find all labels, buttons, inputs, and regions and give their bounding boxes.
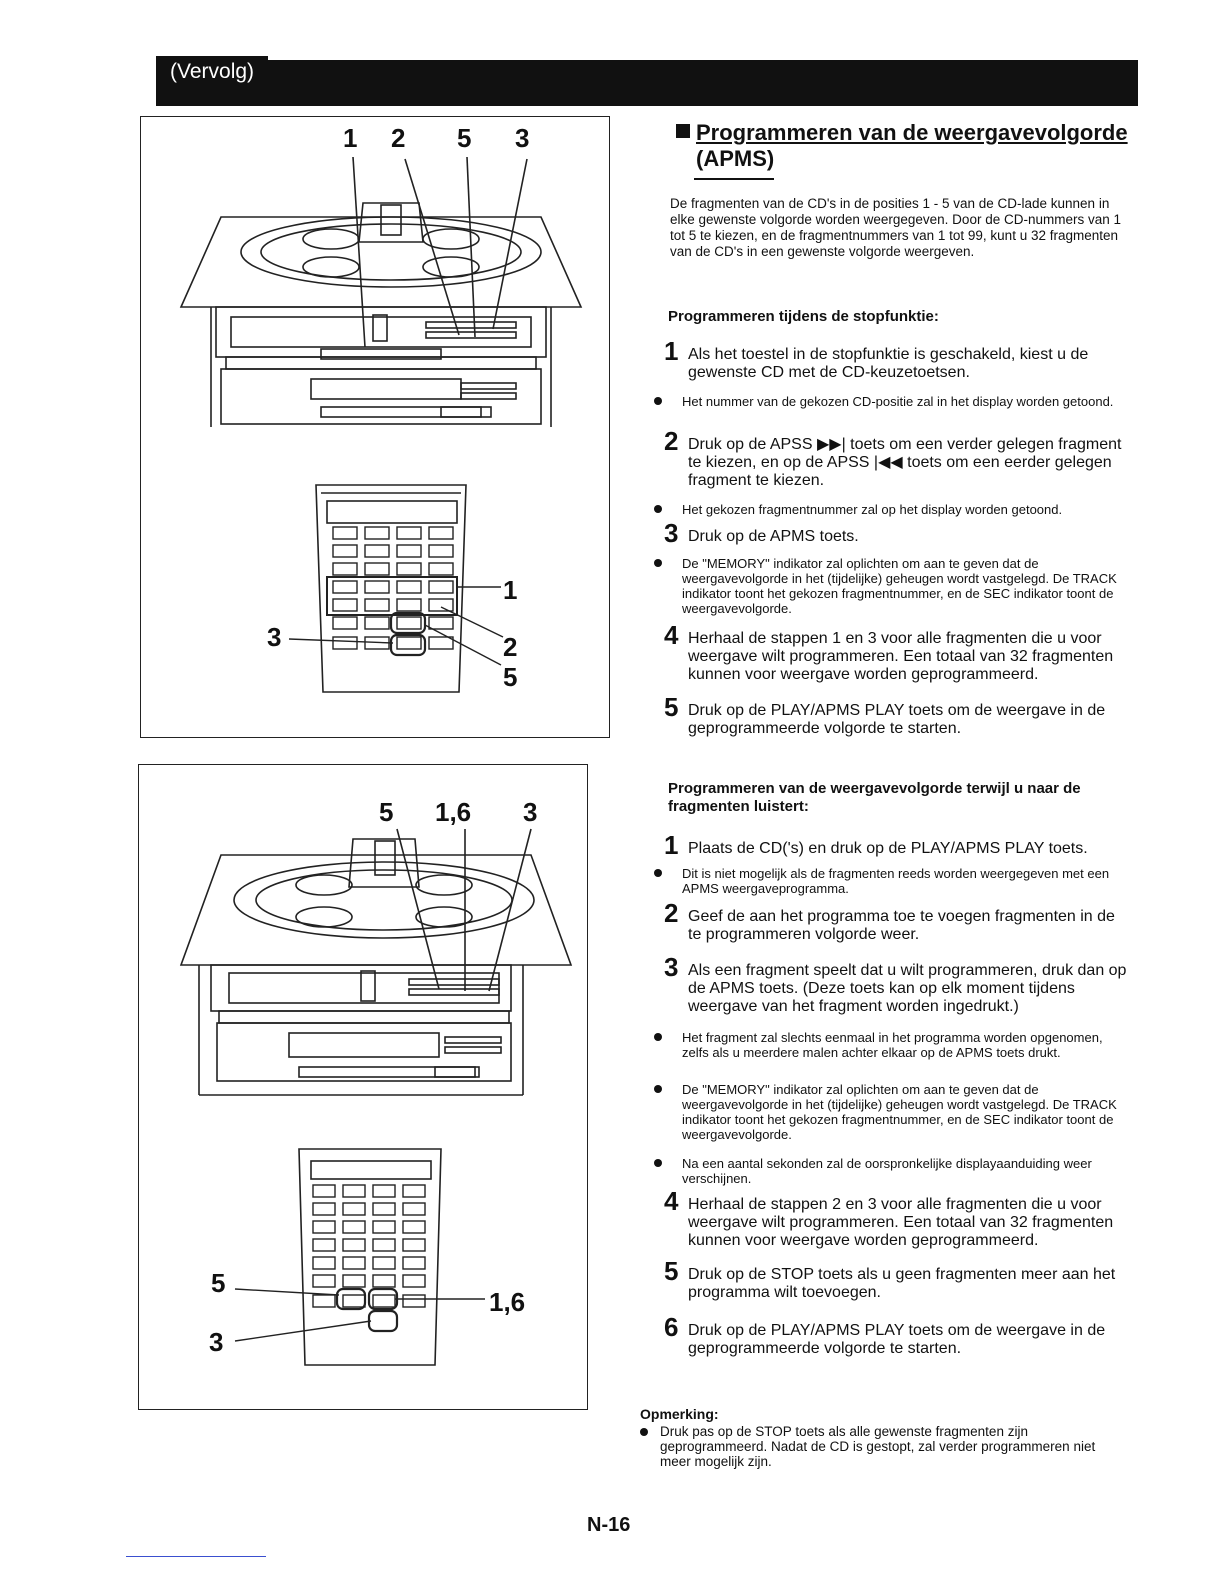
part2-step-5: 5 Druk op de STOP toets als u geen fragmenten meer aan het programma wilt toevoegen. — [664, 1256, 1116, 1301]
figure-2 — [138, 764, 588, 1410]
intro-paragraph: De fragmenten van de CD's in de posities 1 - 5 van de CD-lade kunnen in elke gewenste volgorde worden weergegeven. Door de CD-nummers van 1 tot 5 te kiezen, en de fragmentnummers van 1 tot 99, kunt u 32 fragmenten van de CD's in een gewenste volgorde weergeven. — [670, 196, 1121, 259]
part1-step-3: 3 Druk op de APMS toets. — [664, 518, 859, 548]
bullet-icon — [654, 1033, 662, 1041]
part1-step-4: 4 Herhaal de stappen 1 en 3 voor alle fragmenten die u voor weergave wilt programmeren. Een totaal van 32 fragmenten kunnen voor weergave worden geprogrammeerd. — [664, 620, 1114, 683]
bullet-icon — [654, 505, 662, 513]
fig1-callout-left: 3 — [267, 622, 282, 652]
part1-bullet-2: Het gekozen fragmentnummer zal op het display worden getoond. — [654, 502, 1130, 517]
part2-step-2: 2 Geef de aan het programma toe te voegen fragmenten in de te programmeren volgorde weer. — [664, 898, 1115, 943]
fig2-callout-left-1: 5 — [211, 1268, 226, 1298]
fig2-callout-top-2: 1,6 — [435, 797, 472, 827]
part1-step-5: 5 Druk op de PLAY/APMS PLAY toets om de weergave in de geprogrammeerde volgorde te starten. — [664, 692, 1106, 737]
footer-rule — [126, 1556, 266, 1557]
part2-bullet-3: De "MEMORY" indikator zal oplichten om aan te geven dat de weergavevolgorde in het (tijdelijke) geheugen wordt vastgelegd. De TRACK indikator toont het gekozen fragmentnummer, en de SEC indikator toont de weergavevolgorde. — [654, 1082, 1130, 1142]
header-bar — [156, 60, 1138, 106]
fig2-callout-right: 1,6 — [489, 1287, 526, 1317]
part2-step-3: 3 Als een fragment speelt dat u wilt programmeren, druk dan op de APMS toets. (Deze toets kan op elk moment tijdens weergave van het fragment worden ingedrukt.) — [664, 952, 1127, 1015]
figure-1-drawing — [141, 117, 609, 737]
bullet-icon — [654, 1085, 662, 1093]
bullet-icon — [640, 1428, 648, 1436]
part1-bullet-1: Het nummer van de gekozen CD-positie zal in het display worden getoond. — [654, 394, 1130, 409]
bullet-icon — [654, 1159, 662, 1167]
part1-heading: Programmeren tijdens de stopfunktie: — [668, 308, 939, 325]
header-tab: (Vervolg) — [156, 56, 268, 88]
fig1-callout-top-1: 1 — [343, 123, 358, 153]
fig1-callout-top-4: 3 — [515, 123, 530, 153]
fig2-callout-top-1: 5 — [379, 797, 394, 827]
part2-bullet-2: Het fragment zal slechts eenmaal in het programma worden opgenomen, zelfs als u meerdere malen achter elkaar op de APMS toets drukt. — [654, 1030, 1130, 1060]
fig1-callout-top-3: 5 — [457, 123, 472, 153]
title-line-1: Programmeren van de weergavevolgorde — [696, 120, 1128, 145]
fig2-callout-top-3: 3 — [523, 797, 538, 827]
part2-step-4: 4 Herhaal de stappen 2 en 3 voor alle fragmenten die u voor weergave wilt programmeren. Een totaal van 32 fragmenten kunnen voor weergave worden geprogrammeerd. — [664, 1186, 1114, 1249]
figure-1 — [140, 116, 610, 738]
note-title: Opmerking: — [640, 1406, 719, 1422]
fig1-callout-remote-1: 1 — [503, 575, 518, 605]
fig1-callout-remote-3: 5 — [503, 662, 518, 692]
part2-heading: Programmeren van de weergavevolgorde terwijl u naar de fragmenten luistert: — [668, 780, 1081, 815]
part2-bullet-1: Dit is niet mogelijk als de fragmenten reeds worden weergegeven met een APMS weergaveprogramma. — [654, 866, 1130, 896]
section-title — [676, 120, 1146, 180]
bullet-icon — [654, 397, 662, 405]
title-rule — [694, 178, 774, 180]
part2-bullet-4: Na een aantal sekonden zal de oorspronkelijke displayaanduiding weer verschijnen. — [654, 1156, 1130, 1186]
fig2-callout-left-2: 3 — [209, 1327, 224, 1357]
part1-step-2: 2 Druk op de APSS ▶▶| toets om een verder gelegen fragment te kiezen, en op de APSS |◀◀ toets om een eerder gelegen fragment te kiezen. — [664, 426, 1122, 489]
bullet-icon — [654, 559, 662, 567]
title-line-2: (APMS) — [696, 146, 775, 171]
part2-step-6: 6 Druk op de PLAY/APMS PLAY toets om de weergave in de geprogrammeerde volgorde te starten. — [664, 1312, 1106, 1357]
fig1-callout-top-2: 2 — [391, 123, 406, 153]
page-number: N-16 — [587, 1514, 631, 1536]
part1-step-1: 1 Als het toestel in de stopfunktie is geschakeld, kiest u de gewenste CD met de CD-keuzetoetsen. — [664, 336, 1089, 381]
note-text: Druk pas op de STOP toets als alle gewenste fragmenten zijn geprogrammeerd. Nadat de CD is gestopt, zal verder programmeren niet meer mogelijk zijn. — [640, 1424, 1100, 1469]
bullet-icon — [654, 869, 662, 877]
part1-bullet-3: De "MEMORY" indikator zal oplichten om aan te geven dat de weergavevolgorde in het (tijdelijke) geheugen wordt vastgelegd. De TRACK indikator toont het gekozen fragmentnummer, en de SEC indikator toont de weergavevolgorde. — [654, 556, 1130, 616]
part2-step-1: 1 Plaats de CD('s) en druk op de PLAY/APMS PLAY toets. — [664, 830, 1088, 860]
title-square-icon — [676, 124, 690, 138]
fig1-callout-remote-2: 2 — [503, 632, 518, 662]
